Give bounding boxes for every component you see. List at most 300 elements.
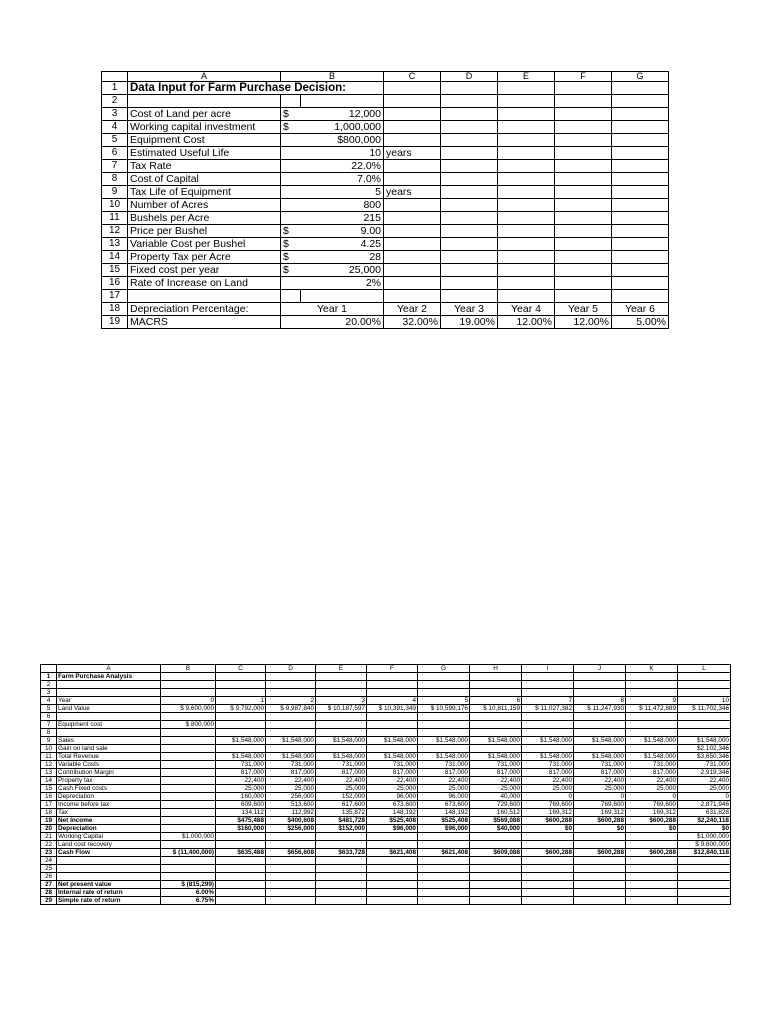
value-cell (266, 897, 316, 905)
input-value: 12,000 (301, 108, 384, 121)
value-cell (574, 873, 626, 881)
value-cell: 22,400 (216, 777, 266, 785)
empty-cell (367, 673, 418, 681)
sheet-row (102, 290, 669, 303)
value-cell (418, 729, 470, 737)
row-number: 21 (41, 833, 57, 841)
value-cell: 25,000 (216, 785, 266, 793)
empty-cell (498, 134, 555, 147)
value-cell: 9 (626, 697, 678, 705)
value-cell: 8 (574, 697, 626, 705)
value-cell: 817,000 (522, 769, 574, 777)
empty-cell (612, 121, 669, 134)
input-label: Cost of Land per acre (128, 108, 281, 121)
empty-cell (612, 95, 669, 108)
row-number: 14 (41, 777, 57, 785)
value-cell (678, 897, 731, 905)
value-cell: $2,102,346 (678, 745, 731, 753)
row-number: 15 (41, 785, 57, 793)
empty-cell (470, 673, 522, 681)
row-number: 15 (102, 264, 128, 277)
value-cell: $1,548,000 (316, 737, 367, 745)
value-cell (367, 857, 418, 865)
input-unit (384, 199, 441, 212)
row-number: 1 (41, 673, 57, 681)
value-cell: 769,600 (626, 801, 678, 809)
row-label: Cash Fixed costs (57, 785, 161, 793)
empty-cell (498, 186, 555, 199)
value-cell (418, 865, 470, 873)
empty-cell (316, 673, 367, 681)
column-header: C (216, 665, 266, 673)
value-cell: 134,112 (216, 809, 266, 817)
value-cell: $96,000 (367, 825, 418, 833)
value-cell (470, 689, 522, 697)
empty-cell (626, 673, 678, 681)
value-cell: 22,400 (418, 777, 470, 785)
value-cell (367, 873, 418, 881)
value-cell: $256,000 (266, 825, 316, 833)
value-cell: 817,000 (626, 769, 678, 777)
value-cell: 731,000 (418, 761, 470, 769)
value-cell: $ 11,702,346 (678, 705, 731, 713)
empty-cell (555, 212, 612, 225)
value-cell: 0 (161, 697, 216, 705)
value-cell: 96,000 (418, 793, 470, 801)
value-cell (626, 873, 678, 881)
empty-cell (498, 121, 555, 134)
value-cell (216, 729, 266, 737)
value-cell: $475,488 (216, 817, 266, 825)
value-cell: $ 9,792,000 (216, 705, 266, 713)
empty-cell (498, 199, 555, 212)
value-cell: $1,000,000 (678, 833, 731, 841)
row-number: 20 (41, 825, 57, 833)
value-cell: $1,548,000 (216, 737, 266, 745)
value-cell: $ 11,247,930 (574, 705, 626, 713)
value-cell (470, 881, 522, 889)
value-cell: 1 (216, 697, 266, 705)
row-number: 18 (41, 809, 57, 817)
empty-cell (612, 264, 669, 277)
value-cell (574, 721, 626, 729)
value-cell (470, 729, 522, 737)
input-label: Tax Rate (128, 160, 281, 173)
currency-symbol (281, 134, 301, 147)
row-number: 23 (41, 849, 57, 857)
currency-symbol: $ (281, 121, 301, 134)
value-cell: $633,728 (316, 849, 367, 857)
sheet-title: Data Input for Farm Purchase Decision: (128, 82, 384, 95)
value-cell: 769,600 (574, 801, 626, 809)
value-cell (418, 857, 470, 865)
value-cell (678, 721, 731, 729)
value-cell (574, 713, 626, 721)
empty-cell (555, 134, 612, 147)
input-unit (384, 225, 441, 238)
currency-symbol (281, 160, 301, 173)
empty-cell (441, 173, 498, 186)
sheet-row (41, 865, 731, 873)
value-cell: 6.00% (161, 889, 216, 897)
sheet-row (41, 713, 731, 721)
row-label (57, 857, 161, 865)
column-header: L (678, 665, 731, 673)
empty-cell (612, 290, 669, 303)
row-label (57, 689, 161, 697)
value-cell (574, 841, 626, 849)
empty-cell (555, 264, 612, 277)
value-cell: 6.75% (161, 897, 216, 905)
value-cell: 731,000 (216, 761, 266, 769)
value-cell (161, 841, 216, 849)
value-cell: 673,600 (367, 801, 418, 809)
value-cell (266, 873, 316, 881)
empty-cell (441, 251, 498, 264)
row-number: 6 (102, 147, 128, 160)
input-unit: years (384, 186, 441, 199)
input-value: 1,000,000 (301, 121, 384, 134)
input-unit (384, 238, 441, 251)
value-cell (367, 721, 418, 729)
value-cell (161, 729, 216, 737)
sheet-row (41, 753, 731, 761)
corner-cell (41, 665, 57, 673)
row-label: Land cost recovery (57, 841, 161, 849)
value-cell (626, 881, 678, 889)
column-header: A (128, 72, 281, 82)
sheet-row (102, 199, 669, 212)
row-number: 11 (41, 753, 57, 761)
value-cell: 22,400 (367, 777, 418, 785)
currency-symbol (281, 199, 301, 212)
row-label: Equipment cost (57, 721, 161, 729)
row-number: 6 (41, 713, 57, 721)
value-cell (367, 833, 418, 841)
empty-cell (441, 121, 498, 134)
value-cell (316, 729, 367, 737)
input-value: 215 (301, 212, 384, 225)
value-cell: $1,548,000 (626, 737, 678, 745)
value-cell (418, 745, 470, 753)
macrs-rate: 19.00% (441, 316, 498, 329)
value-cell: $1,548,000 (418, 737, 470, 745)
empty-cell (498, 173, 555, 186)
value-cell (161, 761, 216, 769)
value-cell (522, 729, 574, 737)
empty-cell (441, 134, 498, 147)
empty-cell (555, 82, 612, 95)
input-value: 10 (301, 147, 384, 160)
value-cell (266, 689, 316, 697)
value-cell: $635,488 (216, 849, 266, 857)
sheet-row (41, 705, 731, 713)
year-label: Year 5 (555, 303, 612, 316)
value-cell (316, 745, 367, 753)
row-label: Cash Flow (57, 849, 161, 857)
value-cell (678, 881, 731, 889)
row-number: 27 (41, 881, 57, 889)
value-cell (161, 793, 216, 801)
value-cell (470, 897, 522, 905)
value-cell (367, 841, 418, 849)
value-cell: 817,000 (316, 769, 367, 777)
input-value: 5 (301, 186, 384, 199)
row-label (57, 713, 161, 721)
value-cell (316, 873, 367, 881)
value-cell (316, 881, 367, 889)
empty-cell (555, 108, 612, 121)
row-number: 16 (102, 277, 128, 290)
column-header: I (522, 665, 574, 673)
empty-cell (612, 82, 669, 95)
value-cell: 5 (418, 697, 470, 705)
row-number: 11 (102, 212, 128, 225)
value-cell: $1,548,000 (266, 737, 316, 745)
value-cell (216, 689, 266, 697)
empty-cell (498, 225, 555, 238)
empty-cell (161, 673, 216, 681)
empty-cell (555, 147, 612, 160)
value-cell: $621,408 (367, 849, 418, 857)
value-cell (216, 857, 266, 865)
year-label: Year 4 (498, 303, 555, 316)
value-cell: 135,872 (316, 809, 367, 817)
sheet-row (102, 316, 669, 329)
value-cell (316, 865, 367, 873)
empty-cell (574, 673, 626, 681)
input-value: 28 (301, 251, 384, 264)
value-cell: $1,548,000 (522, 737, 574, 745)
input-value: 25,000 (301, 264, 384, 277)
empty-cell (555, 186, 612, 199)
sheet-row (102, 95, 669, 108)
column-header: E (498, 72, 555, 82)
value-cell: 25,000 (367, 785, 418, 793)
value-cell (161, 785, 216, 793)
sheet-row (41, 729, 731, 737)
sheet-row (41, 793, 731, 801)
sheet-row (102, 251, 669, 264)
value-cell: $0 (626, 825, 678, 833)
empty-cell (612, 186, 669, 199)
currency-symbol (281, 173, 301, 186)
value-cell: $ 11,472,889 (626, 705, 678, 713)
row-number: 19 (102, 316, 128, 329)
input-unit (384, 121, 441, 134)
row-number: 17 (41, 801, 57, 809)
empty-cell (441, 95, 498, 108)
empty-cell (441, 277, 498, 290)
macrs-rate: 5.00% (612, 316, 669, 329)
empty-cell (612, 173, 669, 186)
macrs-rate: 12.00% (498, 316, 555, 329)
input-label: Working capital investment (128, 121, 281, 134)
column-header-row (102, 72, 669, 82)
farm-input-sheet (101, 71, 669, 329)
value-cell (161, 809, 216, 817)
sheet-row (41, 897, 731, 905)
empty-cell (441, 82, 498, 95)
row-label: Tax (57, 809, 161, 817)
empty-cell (384, 290, 441, 303)
value-cell: 22,400 (522, 777, 574, 785)
value-cell (626, 745, 678, 753)
empty-cell (555, 238, 612, 251)
empty-cell (441, 147, 498, 160)
row-number: 3 (41, 689, 57, 697)
value-cell (522, 745, 574, 753)
column-header: B (161, 665, 216, 673)
empty-cell (498, 290, 555, 303)
value-cell (574, 865, 626, 873)
row-number: 10 (41, 745, 57, 753)
value-cell: $1,548,000 (470, 753, 522, 761)
sheet-row (41, 681, 731, 689)
value-cell (367, 713, 418, 721)
input-unit (384, 277, 441, 290)
row-number: 10 (102, 199, 128, 212)
value-cell (216, 713, 266, 721)
value-cell: $ 10,599,176 (418, 705, 470, 713)
input-value: 4.25 (301, 238, 384, 251)
empty-cell (498, 264, 555, 277)
value-cell (216, 721, 266, 729)
column-header: G (612, 72, 669, 82)
value-cell: 25,000 (418, 785, 470, 793)
value-cell (574, 833, 626, 841)
row-number: 25 (41, 865, 57, 873)
empty-cell (441, 199, 498, 212)
empty-cell (555, 290, 612, 303)
currency-symbol (281, 277, 301, 290)
value-cell: 731,000 (678, 761, 731, 769)
value-cell (626, 865, 678, 873)
row-number: 18 (102, 303, 128, 316)
value-cell (522, 857, 574, 865)
sheet-row (102, 121, 669, 134)
empty-cell (498, 82, 555, 95)
row-number: 4 (102, 121, 128, 134)
sheet-row (41, 785, 731, 793)
value-cell (161, 737, 216, 745)
sheet-row (102, 212, 669, 225)
value-cell: 22,400 (316, 777, 367, 785)
value-cell: $1,548,000 (522, 753, 574, 761)
value-cell: 25,000 (266, 785, 316, 793)
empty-cell (555, 199, 612, 212)
value-cell: 25,000 (678, 785, 731, 793)
input-label: Price per Bushel (128, 225, 281, 238)
input-unit (384, 212, 441, 225)
sheet-row (41, 777, 731, 785)
value-cell: $1,000,000 (161, 833, 216, 841)
value-cell (161, 873, 216, 881)
sheet-row (41, 873, 731, 881)
value-cell: $525,408 (418, 817, 470, 825)
empty-cell (555, 251, 612, 264)
value-cell: $ 10,391,349 (367, 705, 418, 713)
value-cell (626, 897, 678, 905)
value-cell (367, 745, 418, 753)
value-cell: $1,548,000 (574, 737, 626, 745)
sheet-row (41, 673, 731, 681)
value-cell: $ 10,811,159 (470, 705, 522, 713)
value-cell: 817,000 (574, 769, 626, 777)
row-number: 1 (102, 82, 128, 95)
empty-cell (498, 160, 555, 173)
value-cell (470, 745, 522, 753)
value-cell (522, 897, 574, 905)
value-cell: 22,400 (678, 777, 731, 785)
value-cell (418, 889, 470, 897)
value-cell (626, 721, 678, 729)
empty-cell (612, 134, 669, 147)
value-cell (161, 817, 216, 825)
sheet-row (102, 277, 669, 290)
value-cell (418, 897, 470, 905)
value-cell: $152,000 (316, 825, 367, 833)
value-cell (626, 681, 678, 689)
value-cell (316, 833, 367, 841)
sheet-row (41, 889, 731, 897)
empty-cell (301, 290, 384, 303)
column-header: J (574, 665, 626, 673)
value-cell (316, 841, 367, 849)
value-cell (316, 889, 367, 897)
value-cell: $609,088 (470, 849, 522, 857)
value-cell (316, 857, 367, 865)
value-cell (470, 721, 522, 729)
value-cell: 769,600 (522, 801, 574, 809)
value-cell (216, 889, 266, 897)
value-cell (522, 713, 574, 721)
farm-analysis-sheet (40, 664, 731, 905)
value-cell: $600,288 (574, 849, 626, 857)
sheet-row (102, 160, 669, 173)
value-cell (161, 681, 216, 689)
column-header: F (367, 665, 418, 673)
value-cell (574, 689, 626, 697)
value-cell (161, 825, 216, 833)
row-label: Net Income (57, 817, 161, 825)
value-cell (418, 833, 470, 841)
value-cell: 631,828 (678, 809, 731, 817)
year-label: Year 1 (281, 303, 384, 316)
empty-cell (555, 225, 612, 238)
row-number: 19 (41, 817, 57, 825)
value-cell: 817,000 (418, 769, 470, 777)
row-label (57, 729, 161, 737)
empty-cell (498, 95, 555, 108)
empty-cell (612, 108, 669, 121)
sheet-row (102, 82, 669, 95)
value-cell (574, 857, 626, 865)
value-cell (161, 745, 216, 753)
value-cell (161, 769, 216, 777)
value-cell (161, 865, 216, 873)
value-cell: $600,288 (626, 817, 678, 825)
row-number: 24 (41, 857, 57, 865)
column-header: B (281, 72, 384, 82)
value-cell (367, 897, 418, 905)
input-value: 2% (301, 277, 384, 290)
row-number: 22 (41, 841, 57, 849)
row-label: Sales (57, 737, 161, 745)
sheet-row (102, 186, 669, 199)
value-cell (522, 721, 574, 729)
value-cell: $600,288 (522, 849, 574, 857)
